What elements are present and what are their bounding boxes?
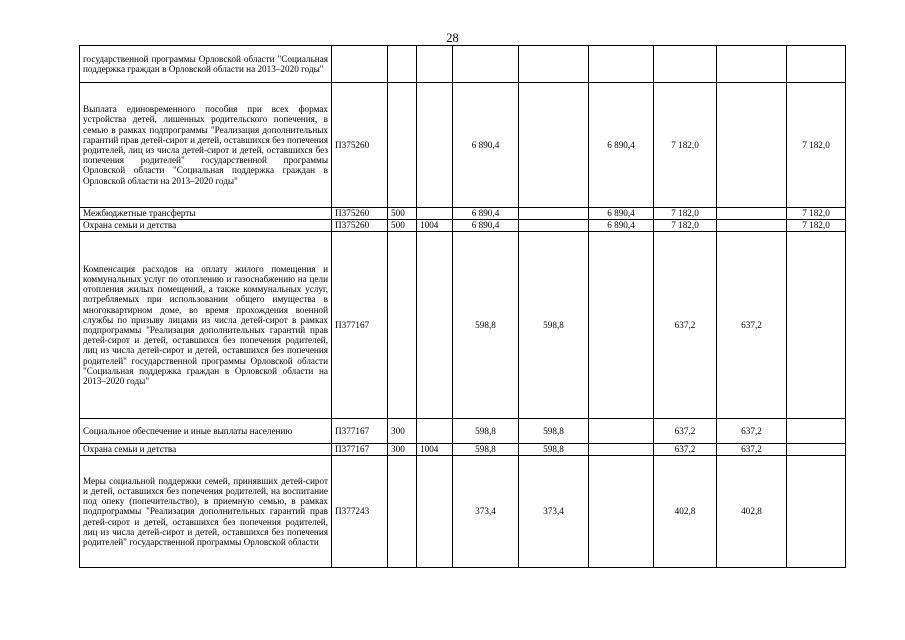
value-cell: 637,2 [654,444,717,456]
value-cell [519,83,589,208]
value-cell [717,220,787,232]
value-cell: 637,2 [654,232,717,419]
target-code-cell: П375260 [332,208,388,220]
row-description: Социальное обеспечение и иные выплаты населению [80,419,332,444]
value-cell: 402,8 [717,456,787,568]
row-description: Межбюджетные трансферты [80,208,332,220]
page-number: 28 [446,31,459,45]
target-code-cell: П377167 [332,444,388,456]
subsection-cell [417,456,453,568]
row-description: Охрана семьи и детства [80,220,332,232]
value-cell [519,46,589,83]
value-cell: 6 890,4 [453,208,519,220]
table-row [80,208,846,220]
value-cell: 637,2 [717,232,787,419]
value-cell [787,46,846,83]
subsection-cell [417,232,453,419]
target-code-cell: П377167 [332,232,388,419]
row-description: Меры социальной поддержки семей, принявших детей-сирот и детей, оставшихся без попечения родителей, на воспитание под опеку (попечительство), в приемную семью, в рамках подпрограммы "Реализация дополнительных гарантий прав детей-сирот и детей, оставшихся без попечения родителей, лиц из числа детей-сирот и детей, оставшихся без попечения родителей" государственной программы Орловской области [80,456,332,568]
value-cell: 598,8 [453,444,519,456]
value-cell [787,444,846,456]
table-row [80,232,846,419]
table-row [80,456,846,568]
value-cell [589,232,654,419]
value-cell: 6 890,4 [589,208,654,220]
expense-type-cell [388,456,417,568]
value-cell: 7 182,0 [654,208,717,220]
subsection-cell [417,419,453,444]
row-description: Выплата единовременного пособия при всех формах устройства детей, лишенных родительского попечения, в семью в рамках подпрограммы "Реализация дополнительных гарантий прав детей-сирот и детей, оставшихся без попечения родителей, лиц из числа детей-сирот и детей, оставшихся без попечения родителей" государственной программы Орловской области "Социальная поддержка граждан в Орловской области на 2013–2020 годы" [80,83,332,208]
value-cell: 7 182,0 [787,83,846,208]
value-cell [589,456,654,568]
table-row [80,46,846,83]
value-cell: 7 182,0 [787,220,846,232]
value-cell [453,46,519,83]
value-cell: 598,8 [453,419,519,444]
target-code-cell: П375260 [332,220,388,232]
value-cell: 373,4 [519,456,589,568]
expense-type-cell: 500 [388,220,417,232]
value-cell: 6 890,4 [453,220,519,232]
budget-table [79,45,846,568]
value-cell [519,208,589,220]
value-cell [589,46,654,83]
value-cell: 402,8 [654,456,717,568]
subsection-cell [417,83,453,208]
value-cell: 6 890,4 [589,83,654,208]
table-row [80,419,846,444]
value-cell [787,232,846,419]
row-description: государственной программы Орловской области "Социальная поддержка граждан в Орловской области на 2013–2020 годы" [80,46,332,83]
value-cell [717,208,787,220]
table-row [80,220,846,232]
row-description: Охрана семьи и детства [80,444,332,456]
value-cell [654,46,717,83]
subsection-cell [417,208,453,220]
subsection-cell: 1004 [417,220,453,232]
value-cell: 637,2 [717,444,787,456]
target-code-cell: П377167 [332,419,388,444]
value-cell: 373,4 [453,456,519,568]
value-cell [589,419,654,444]
expense-type-cell [388,83,417,208]
subsection-cell [417,46,453,83]
value-cell: 598,8 [453,232,519,419]
value-cell: 637,2 [654,419,717,444]
table-row [80,444,846,456]
value-cell: 7 182,0 [654,83,717,208]
value-cell [589,444,654,456]
value-cell [717,83,787,208]
value-cell: 598,8 [519,232,589,419]
value-cell: 598,8 [519,444,589,456]
value-cell: 7 182,0 [787,208,846,220]
target-code-cell: П377243 [332,456,388,568]
expense-type-cell [388,46,417,83]
value-cell [787,456,846,568]
value-cell: 6 890,4 [589,220,654,232]
target-code-cell: П375260 [332,83,388,208]
subsection-cell: 1004 [417,444,453,456]
row-description: Компенсация расходов на оплату жилого помещения и коммунальных услуг по отоплению и газоснабжению на цели отопления жилых помещений, а также коммунальных услуг, потребляемых при использовании общего имущества в многоквартирном доме, во время прохождения военной службы по призыву лицами из числа детей-сирот в рамках подпрограммы "Реализация дополнительных гарантий прав детей-сирот и детей, оставшихся без попечения родителей, лиц из числа детей-сирот и детей, оставшихся без попечения родителей" государственной программы Орловской области "Социальная поддержка граждан в Орловской области на 2013–2020 годы" [80,232,332,419]
expense-type-cell: 500 [388,208,417,220]
value-cell: 637,2 [717,419,787,444]
value-cell [519,220,589,232]
expense-type-cell: 300 [388,419,417,444]
value-cell: 6 890,4 [453,83,519,208]
target-code-cell [332,46,388,83]
value-cell [787,419,846,444]
expense-type-cell [388,232,417,419]
expense-type-cell: 300 [388,444,417,456]
value-cell: 598,8 [519,419,589,444]
value-cell: 7 182,0 [654,220,717,232]
table-row [80,83,846,208]
value-cell [717,46,787,83]
